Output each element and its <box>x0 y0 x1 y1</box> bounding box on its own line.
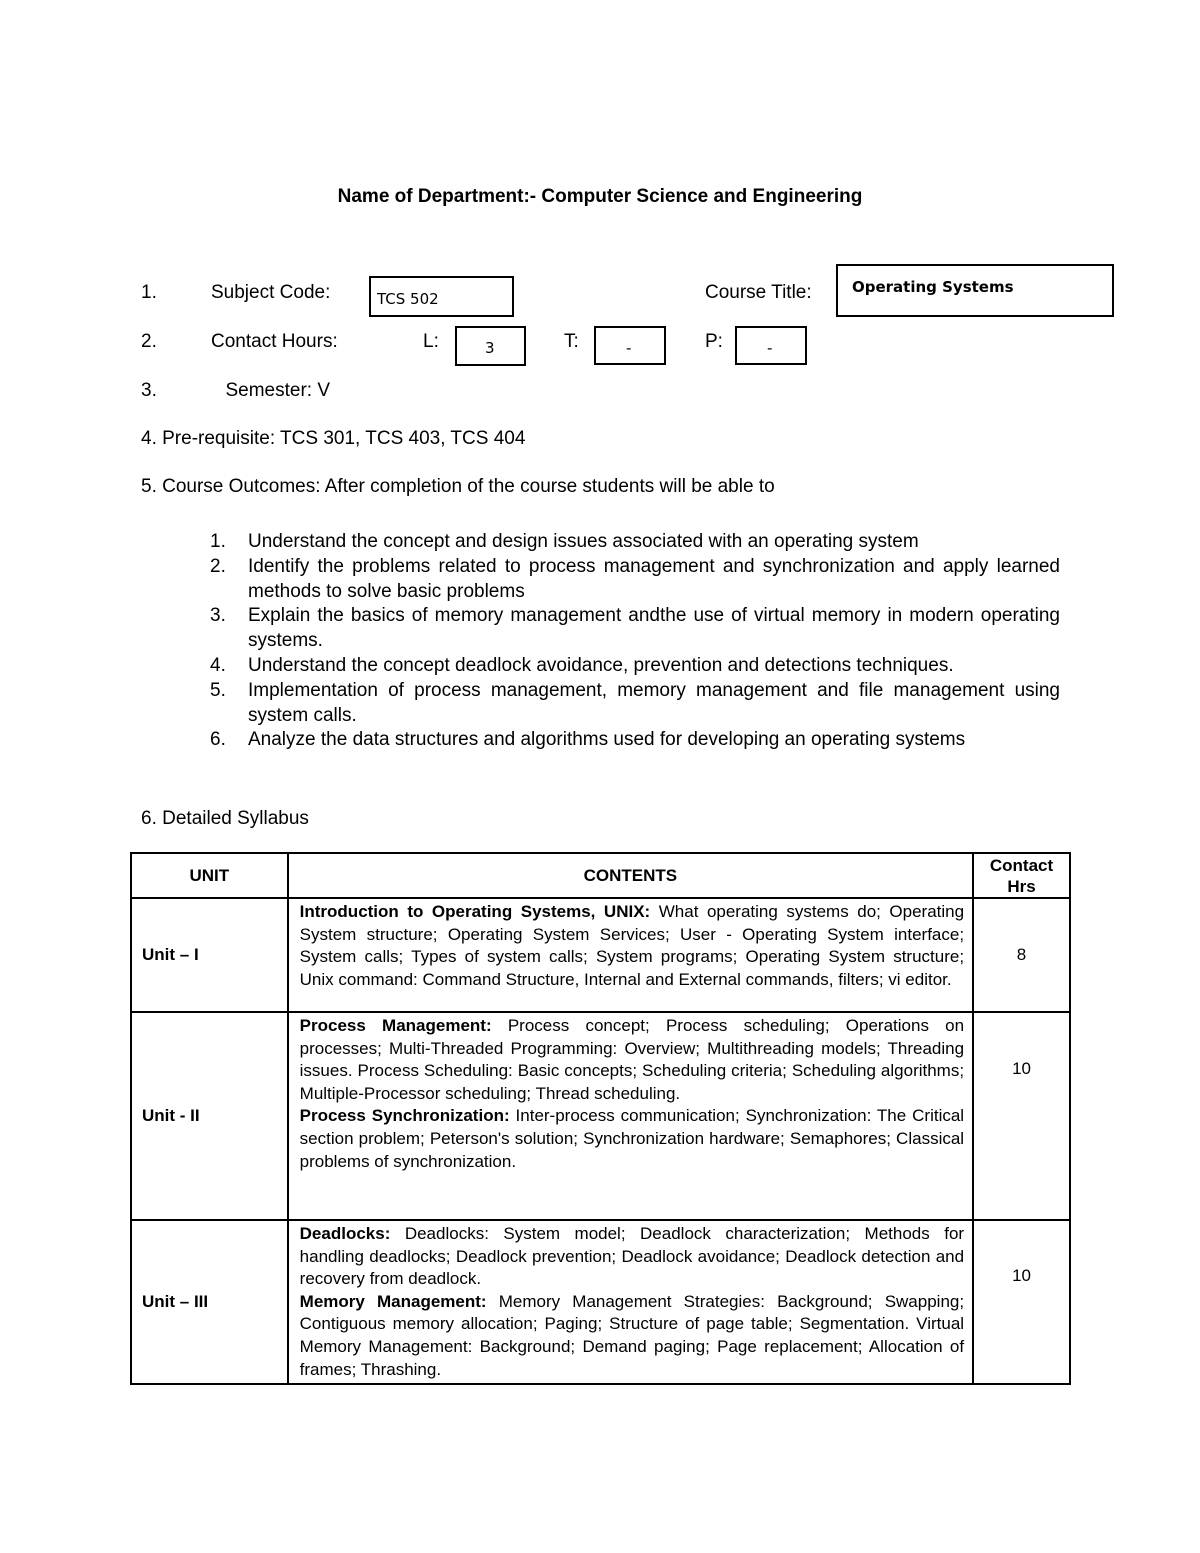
outcome-number: 3. <box>210 605 226 627</box>
tutorial-hours-value: - <box>626 339 632 357</box>
outcome-text: Analyze the data structures and algorithms used for developing an operating systems <box>248 729 966 751</box>
outcome-number: 5. <box>210 679 226 701</box>
contents-cell <box>288 1012 973 1220</box>
outcome-item <box>210 728 1060 753</box>
lecture-label: L: <box>423 331 439 352</box>
outcome-number: 4. <box>210 654 226 676</box>
semester-line: 3. Semester: V <box>141 380 331 401</box>
topic-title: Memory Management: <box>299 1291 487 1311</box>
outcome-text: Implementation of process management, memory management and file management using system calls. <box>248 679 1060 726</box>
topic-description: Memory Management Strategies: Background; Swapping; Contiguous memory allocation; Paging; Structure of page table; Segmentation. Virtual Memory Management: Background; Demand paging; Page replacement; Allocation of frames; Thrashing. <box>299 1291 965 1379</box>
course-title-value: Operating Systems <box>852 278 1014 296</box>
subject-code-box <box>369 276 514 317</box>
outcome-text: Understand the concept deadlock avoidance, prevention and detections techniques. <box>248 654 954 676</box>
contents-cell <box>288 898 973 1012</box>
table-row <box>131 1220 1070 1384</box>
contact-hours-label: Contact Hours: <box>211 331 338 352</box>
unit-cell: Unit – I <box>131 898 288 1012</box>
outcome-number: 1. <box>210 531 226 552</box>
hours-cell: 10 <box>973 1220 1070 1384</box>
course-outcomes-list <box>210 530 1060 753</box>
topic-description: Inter-process communication; Synchronization: The Critical section problem; Peterson's solution; Synchronization hardware; Semaphores; Classical problems of synchronization. <box>299 1106 965 1171</box>
contents-column-header: CONTENTS <box>288 853 973 898</box>
hours-cell: 8 <box>973 898 1070 1012</box>
course-title-box <box>836 264 1114 317</box>
tutorial-hours-box <box>594 326 666 365</box>
lecture-hours-box <box>455 326 526 366</box>
outcome-item <box>210 604 1060 654</box>
lecture-hours-value: 3 <box>485 339 495 357</box>
outcome-item <box>210 654 1060 679</box>
outcome-item <box>210 530 1060 555</box>
hours-cell: 10 <box>973 1012 1070 1220</box>
topic-description: Process concept; Process scheduling; Operations on processes; Multi-Threaded Programming: Overview; Multithreading models; Threading issues. Process Scheduling: Basic concepts; Scheduling criteria; Scheduling algorithms; Multiple-Processor scheduling; Thread scheduling. <box>299 1016 965 1103</box>
table-row <box>131 1012 1070 1220</box>
item-number-2: 2. <box>141 331 157 352</box>
prerequisite-line: 4. Pre-requisite: TCS 301, TCS 403, TCS 404 <box>141 428 526 449</box>
outcome-item <box>210 679 1060 729</box>
unit-cell: Unit – III <box>131 1220 288 1384</box>
course-outcomes-intro: 5. Course Outcomes: After completion of the course students will be able to <box>141 476 775 497</box>
topic-title: Introduction to Operating Systems, UNIX: <box>299 902 651 921</box>
tutorial-label: T: <box>564 331 579 352</box>
course-title-label: Course Title: <box>705 282 812 303</box>
topic-title: Process Synchronization: <box>299 1106 510 1126</box>
table-row <box>131 898 1070 1012</box>
subject-code-value: TCS 502 <box>377 290 439 308</box>
unit-column-header: UNIT <box>131 853 288 898</box>
department-heading: Name of Department:- Computer Science and Engineering <box>337 186 863 207</box>
practical-label: P: <box>705 331 723 352</box>
topic-description: What operating systems do; Operating System structure; Operating System Services; User - Operating System interface; System calls; Types of system calls; System programs; Operating System structure; Unix command: Command Structure, Internal and External commands, filters; vi editor. <box>299 902 965 989</box>
syllabus-table <box>130 852 1071 1385</box>
hours-column-header: Contact Hrs <box>973 853 1070 898</box>
subject-code-label: Subject Code: <box>211 282 331 303</box>
syllabus-heading: 6. Detailed Syllabus <box>141 808 309 829</box>
topic-description: Deadlocks: System model; Deadlock characterization; Methods for handling deadlocks; Deadlock prevention; Deadlock avoidance; Deadlock detection and recovery from deadlock. <box>299 1224 965 1289</box>
outcome-number: 2. <box>210 555 226 577</box>
practical-hours-box <box>735 326 807 365</box>
unit-cell: Unit - II <box>131 1012 288 1220</box>
contents-cell <box>288 1220 973 1384</box>
outcome-text: Understand the concept and design issues associated with an operating system <box>248 531 919 552</box>
outcome-text: Explain the basics of memory management andthe use of virtual memory in modern operating systems. <box>248 605 1060 652</box>
outcome-item <box>210 555 1060 605</box>
topic-title: Process Management: <box>299 1016 492 1035</box>
outcome-text: Identify the problems related to process management and synchronization and apply learned methods to solve basic problems <box>248 555 1060 602</box>
outcome-number: 6. <box>210 729 226 751</box>
topic-title: Deadlocks: <box>299 1224 391 1243</box>
item-number-1: 1. <box>141 282 157 303</box>
practical-hours-value: - <box>767 339 773 357</box>
table-header-row <box>131 853 1070 898</box>
